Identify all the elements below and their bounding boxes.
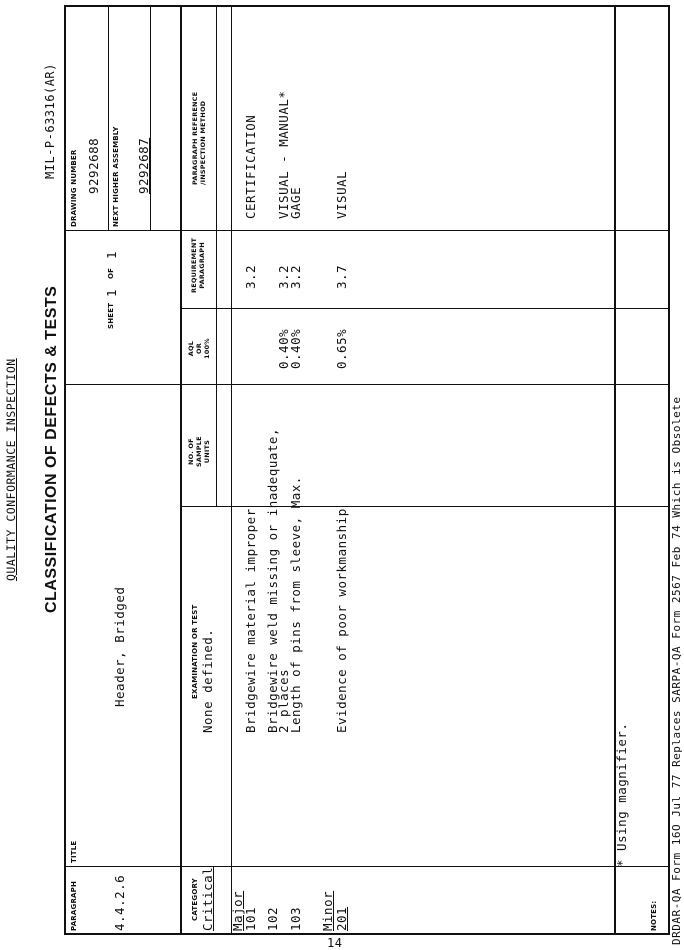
row-req: 3.2 [288, 264, 303, 289]
row-method: VISUAL [334, 170, 349, 219]
col-divider-req [180, 230, 670, 231]
row-exam: Evidence of poor workmanship [334, 508, 349, 733]
paragraph-label: PARAGRAPH [70, 880, 78, 931]
drawing-number-label: DRAWING NUMBER [70, 149, 78, 227]
col-divider-sample [180, 384, 670, 385]
row-method: VISUAL - MANUAL* [276, 90, 291, 219]
paragraph-divider [64, 866, 180, 867]
sheet-divider [64, 230, 180, 231]
row-exam: 2 places [276, 668, 291, 733]
row-req: 3.7 [334, 264, 349, 289]
row-category-critical: Critical [200, 866, 215, 931]
drawing-rule [108, 5, 109, 231]
row-aql: 0.65% [334, 328, 349, 369]
col-aql: AQL OR 100% [187, 338, 211, 359]
sheet-label: SHEET [107, 302, 115, 329]
next-higher-value: 9292687 [136, 137, 151, 194]
colhead-rule-upper [231, 5, 232, 935]
notes-label: NOTES: [650, 900, 658, 931]
col-req: REQUIREMENT PARAGRAPH [190, 237, 206, 293]
page-number: 14 [327, 936, 343, 950]
row-category: 102 [265, 906, 280, 931]
row-category: 101 [243, 906, 258, 931]
form-footer: DRDAR-QA Form 16O Jul 77 Replaces SARPA-QA Form 2567 Feb 74 Which is Obsolete [670, 396, 683, 945]
row-exam: Length of pins from sleeve, Max. [288, 476, 303, 733]
col-divider-category [180, 866, 670, 867]
row-method: GAGE [288, 186, 303, 219]
col-sample: NO. OF SAMPLE UNITS [187, 436, 211, 467]
row-exam: None defined. [200, 628, 215, 733]
col-divider-aql [180, 308, 670, 309]
sheet-number: 1 [104, 288, 119, 297]
row-category: 103 [288, 906, 303, 931]
title-value: Header, Bridged [112, 586, 127, 707]
sheet-total: 1 [104, 250, 119, 259]
row-aql: 0.40% [288, 328, 303, 369]
drawing-number: 9292688 [86, 137, 101, 194]
row-category-major: Major [230, 890, 245, 931]
row-aql: 0.40% [276, 328, 291, 369]
notes-text: * Using magnifier. [614, 722, 629, 867]
title-divider [64, 384, 180, 385]
col-method: PARAGRAPH REFERENCE /INSPECTION METHOD [191, 91, 207, 185]
row-exam: Bridgewire weld missing or inadequate, [265, 428, 280, 733]
next-higher-label: NEXT HIGHER ASSEMBLY [112, 126, 120, 227]
row-category-minor: Minor [320, 890, 335, 931]
title-label: TITLE [70, 840, 78, 863]
row-exam: Bridgewire material improper [243, 508, 258, 733]
header-bottom-rule [180, 5, 182, 935]
spec-number: MIL-P-63316(AR) [43, 63, 57, 179]
next-higher-rule [150, 5, 151, 231]
paragraph-value: 4.4.2.6 [112, 874, 127, 931]
of-label: OF [107, 267, 115, 279]
col-category: CATEGORY [191, 878, 199, 921]
row-category: 201 [334, 906, 349, 931]
col-divider-exam [180, 506, 670, 507]
form-title: CLASSIFICATION OF DEFECTS & TESTS [43, 285, 60, 613]
row-method: CERTIFICATION [243, 114, 258, 219]
colhead-rule-lower [216, 5, 217, 507]
form-frame [64, 5, 670, 935]
quality-conformance-heading: QUALITY CONFORMANCE INSPECTION [4, 358, 18, 581]
col-exam: EXAMINATION OR TEST [191, 604, 199, 699]
row-req: 3.2 [276, 264, 291, 289]
row-req: 3.2 [243, 264, 258, 289]
